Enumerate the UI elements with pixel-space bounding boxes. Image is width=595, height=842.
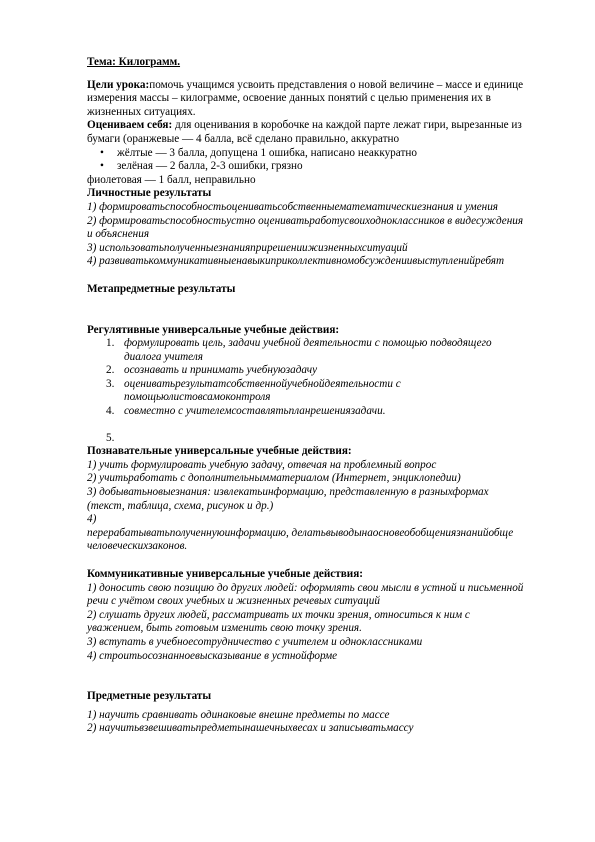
communicative-item: 4) строитьосознанноевысказывание в устнойформе [87, 649, 338, 662]
goals-label: Цели урока: [87, 78, 150, 91]
personal-item: 3) использоватьполученныезнанияприрешениижизненныхситуаций [87, 241, 408, 254]
communicative-item: 3) вступать в учебноесотрудничество с учителем и одноклассниками [87, 635, 423, 648]
list-item: 1. формулировать цель, задачи учебной деятельности с помощью подводящего диалога учителя [106, 337, 492, 363]
communicative-item: 2) слушать других людей, рассматривать их точки зрения, относиться к ним с уважением, быть готовым изменить свою точку зрения. [87, 608, 470, 635]
cognitive-item: 2) учитьработать с дополнительнымматериалом (Интернет, энциклопедии) [87, 472, 461, 485]
personal-item: 1) формироватьспособностьоцениватьсобственныематематическиезнания и умения [87, 200, 499, 213]
list-item: 2. осознавать и принимать учебнуюзадачу [106, 364, 318, 377]
cognitive-item: 3) добыватьновыезнания: извлекатьинформацию, представленную в разныхформах (текст, таблица, схема, рисунок и др.) [87, 486, 489, 512]
meta-heading: Метапредметные результаты [87, 282, 236, 295]
goals-text: помочь учащимся усвоить представления о новой величине – массе и единице измерения массы – килограмме, освоение данных понятий с целью применения их в жизненных ситуациях. [87, 78, 524, 118]
personal-item: 4) развиватькоммуникативныенавыкиприколлективномобсуждениивыступленийребят [87, 255, 505, 268]
assessment-bullets [87, 147, 527, 174]
lesson-title: Тема: Килограмм. [87, 56, 181, 68]
assessment-after: фиолетовая — 1 балл, неправильно [87, 173, 256, 186]
subject-item: 1) научить сравнивать одинаковые внешне предметы по массе [87, 708, 390, 721]
self-assessment-label: Оцениваем себя: [87, 119, 173, 132]
cognitive-heading: Познавательные универсальные учебные действия: [87, 445, 352, 458]
lesson-goals [87, 79, 527, 120]
list-item: 3. оцениватьрезультатсобственнойучебнойдеятельности с помощьюлистовсамоконтроля [106, 377, 401, 404]
self-assessment [87, 119, 527, 146]
bullet-item: • зелёная — 2 балла, 2-3 ошибки, грязно [87, 160, 527, 174]
subject-item: 2) научитьвзвешиватьпредметынашечныхвесах и записыватьмассу [87, 722, 414, 735]
communicative-item: 1) доносить свою позицию до других людей: оформлять свои мысли в устной и письменной речи с учётом своих учебных и жизненных речевых ситуаций [87, 581, 524, 608]
cognitive-item: 1) учить формулировать учебную задачу, отвечая на проблемный вопрос [87, 458, 437, 471]
subject-heading: Предметные результаты [87, 690, 212, 703]
personal-item: 2) формироватьспособностьустно оцениватьработусвоиходноклассников в видесуждения и объяснения [87, 214, 524, 241]
self-assessment-text: для оценивания в коробочке на каждой парте лежат гири, вырезанные из бумаги (оранжевые — 4 балла, всё сделано правильно, аккуратно [87, 119, 522, 145]
personal-heading: Личностные результаты [87, 187, 212, 200]
list-item: 4. совместно с учителемсоставлятьпланрешениязадачи. [106, 405, 386, 418]
cognitive-item: 4) [87, 513, 97, 526]
document-page [87, 56, 527, 736]
bullet-item: • жёлтые — 3 балла, допущена 1 ошибка, написано неаккуратно [87, 147, 527, 161]
list-item: 5. [106, 431, 115, 444]
regulative-heading: Регулятивные универсальные учебные действия: [87, 323, 340, 336]
regulative-list [87, 337, 527, 445]
communicative-heading: Коммуникативные универсальные учебные действия: [87, 568, 364, 580]
cognitive-item: перерабатыватьполученнуюинформацию, делатьвыводынаосновеобобщениязнанийобще человеческихзаконов. [87, 526, 514, 553]
